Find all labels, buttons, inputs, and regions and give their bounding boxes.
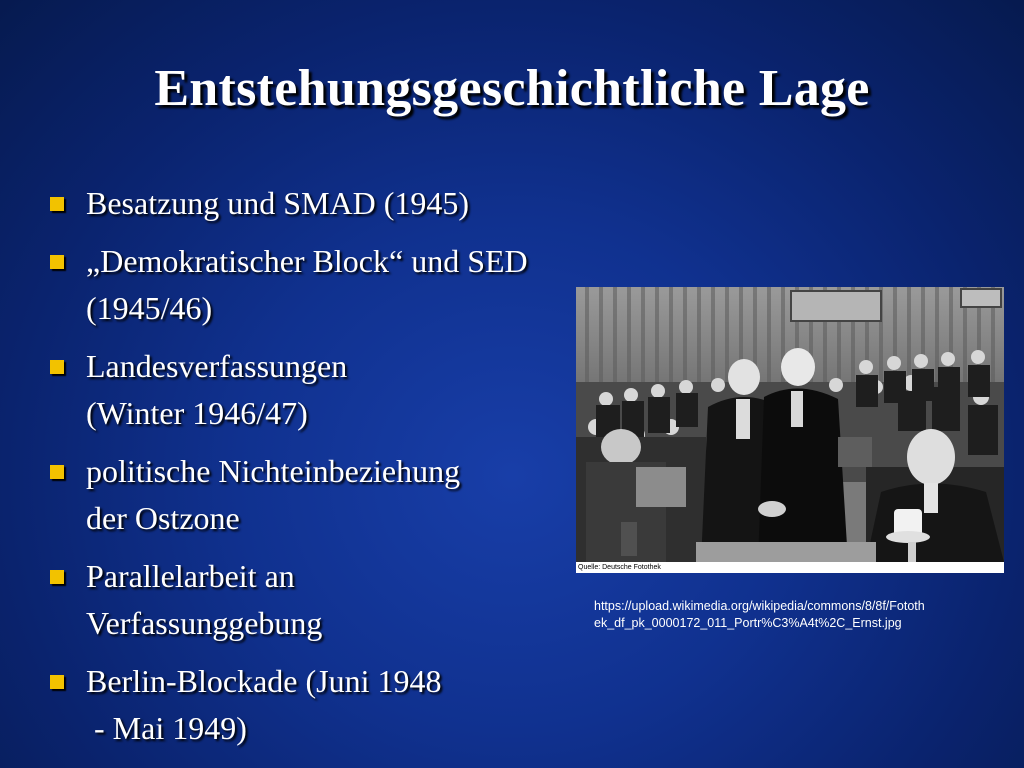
bullet-list	[50, 180, 650, 763]
slide-title: Entstehungsgeschichtliche Lage	[154, 60, 870, 117]
square-bullet-icon	[50, 255, 64, 269]
bullet-text-continued: - Mai 1949)	[86, 710, 247, 746]
bullet-item	[50, 180, 650, 227]
bullet-text: politische Nichteinbeziehung	[86, 453, 461, 489]
source-url	[594, 598, 974, 632]
square-bullet-icon	[50, 675, 64, 689]
bullet-text-continued: Verfassunggebung	[86, 605, 323, 641]
photo-illustration	[576, 287, 1004, 562]
bullet-text: Landesverfassungen	[86, 348, 348, 384]
historical-photo	[576, 287, 1004, 573]
bullet-text-continued: (1945/46)	[86, 290, 213, 326]
bullet-text-continued: der Ostzone	[86, 500, 240, 536]
source-url-line: ek_df_pk_0000172_011_Portr%C3%A4t%2C_Ernst.jpg	[594, 616, 902, 630]
bullet-text: „Demokratischer Block“ und SED	[86, 243, 528, 279]
bullet-text: Berlin-Blockade (Juni 1948	[86, 663, 442, 699]
bullet-text: Besatzung und SMAD (1945)	[86, 185, 470, 221]
bullet-item	[50, 553, 650, 647]
square-bullet-icon	[50, 570, 64, 584]
square-bullet-icon	[50, 465, 64, 479]
square-bullet-icon	[50, 360, 64, 374]
bullet-item	[50, 238, 650, 332]
bullet-item	[50, 448, 650, 542]
bullet-item	[50, 658, 650, 752]
source-url-line: https://upload.wikimedia.org/wikipedia/commons/8/8f/Fototh	[594, 599, 925, 613]
bullet-text-continued: (Winter 1946/47)	[86, 395, 308, 431]
bullet-item	[50, 343, 650, 437]
bullet-text: Parallelarbeit an	[86, 558, 295, 594]
square-bullet-icon	[50, 197, 64, 211]
photo-credit: Quelle: Deutsche Fotothek	[576, 562, 1004, 573]
